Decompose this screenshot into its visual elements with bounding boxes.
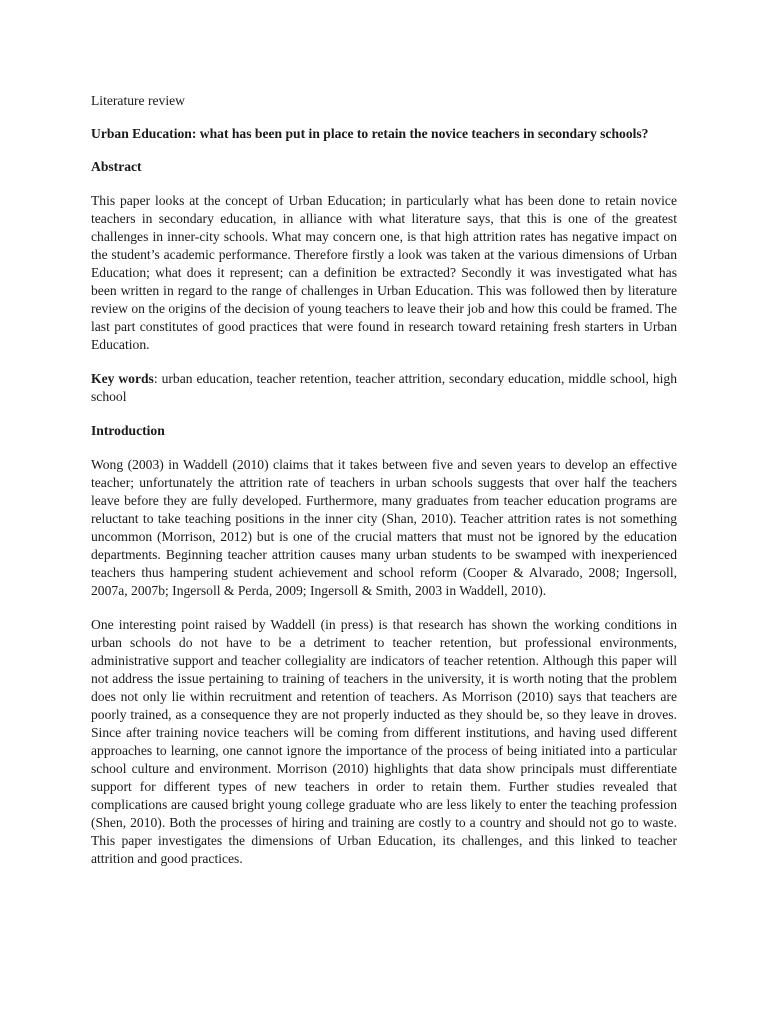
keywords-label: Key words	[91, 371, 154, 386]
document-label: Literature review	[91, 93, 185, 108]
keywords-text: : urban education, teacher retention, teacher attrition, secondary education, middle school, high school	[91, 371, 677, 404]
abstract-heading: Abstract	[91, 159, 142, 174]
introduction-paragraph-2: One interesting point raised by Waddell (in press) is that research has shown the working conditions in urban schools do not have to be a detriment to teacher retention, but professional environments, administrative support and teacher collegiality are indicators of teacher retention. Although this paper will not address the issue pertaining to training of teachers in the university, it is worth noting that the problem does not only lie within recruitment and retention of teachers. As Morrison (2010) says that teachers are poorly trained, as a consequence they are not properly inducted as they should be, so they leave in droves. Since after training novice teachers will be coming from different institutions, and having used different approaches to learning, one cannot ignore the importance of the process of being initiated into a particular school culture and environment. Morrison (2010) highlights that data show principals must differentiate support for different types of new teachers in order to retain them. Further studies revealed that complications are caused bright young college graduate who are less likely to enter the teaching profession (Shen, 2010). Both the processes of hiring and training are costly to a country and should not go to waste. This paper investigates the dimensions of Urban Education, its challenges, and this linked to teacher attrition and good practices.	[91, 617, 677, 866]
document-title: Urban Education: what has been put in place to retain the novice teachers in secondary schools?	[91, 126, 649, 141]
document-body	[91, 92, 677, 884]
abstract-paragraph: This paper looks at the concept of Urban Education; in particularly what has been done to retain novice teachers in secondary education, in alliance with what literature says, that this is one of the greatest challenges in inner-city schools. What may concern one, is that high attrition rates has negative impact on the student’s academic performance. Therefore firstly a look was taken at the various dimensions of Urban Education; what does it represent; can a definition be extracted? Secondly it was investigated what has been written in regard to the range of challenges in Urban Education. This was followed then by literature review on the origins of the decision of young teachers to leave their job and how this could be framed. The last part constitutes of good practices that were found in research toward retaining fresh starters in Urban Education.	[91, 193, 677, 352]
keywords-paragraph	[91, 370, 677, 406]
introduction-heading: Introduction	[91, 423, 165, 438]
introduction-paragraph-1: Wong (2003) in Waddell (2010) claims that it takes between five and seven years to develop an effective teacher; unfortunately the attrition rate of teachers in urban schools suggests that over half the teachers leave before they are fully developed. Furthermore, many graduates from teacher education programs are reluctant to take teaching positions in the inner city (Shan, 2010). Teacher attrition rates is not something uncommon (Morrison, 2012) but is one of the crucial matters that must not be ignored by the education departments. Beginning teacher attrition causes many urban students to be swamped with inexperienced teachers thus hampering student achievement and school reform (Cooper & Alvarado, 2008; Ingersoll, 2007a, 2007b; Ingersoll & Perda, 2009; Ingersoll & Smith, 2003 in Waddell, 2010).	[91, 457, 677, 598]
